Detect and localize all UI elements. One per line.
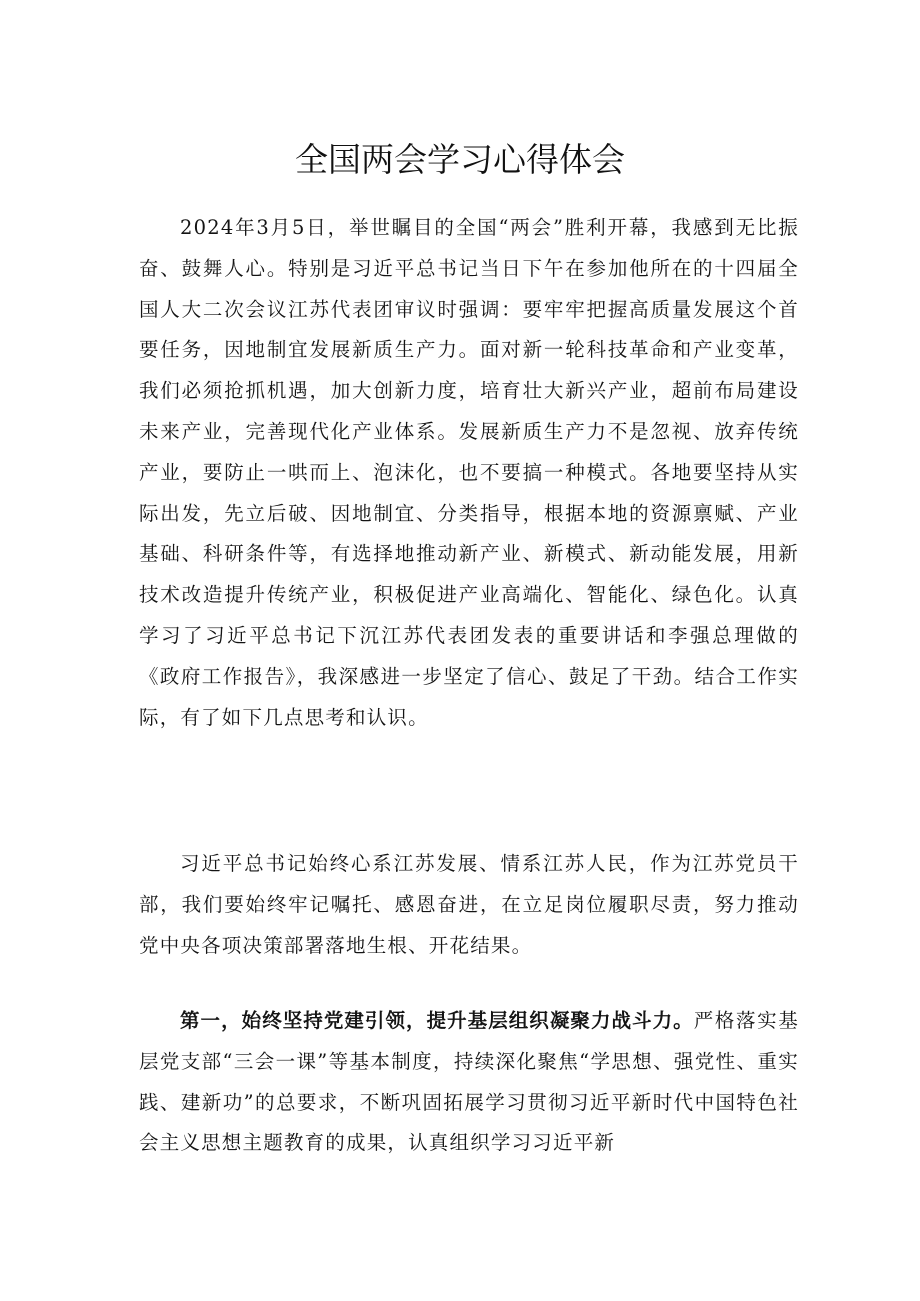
paragraph-point-one-text: 严格落实基层党支部“三会一课”等基本制度，持续深化聚焦“学思想、强党性、重实践、建新功”的总要求，不断巩固拓展学习贯彻习近平新时代中国特色社会主义思想主题教育的成果，认真组织学习习近平新 [139, 1009, 799, 1155]
paragraph-intro [139, 208, 799, 738]
paragraph-point-one [139, 1001, 799, 1164]
paragraph-point-one-heading: 第一，始终坚持党建引领，提升基层组织凝聚力战斗力。 [180, 1009, 694, 1032]
paragraph-intro-text: 2024年3月5日，举世瞩目的全国“两会”胜利开幕，我感到无比振奋、鼓舞人心。特别是习近平总书记当日下午在参加他所在的十四届全国人大二次会议江苏代表团审议时强调：要牢牢把握高质量发展这个首要任务，因地制宜发展新质生产力。面对新一轮科技革命和产业变革，我们必须抢抓机遇，加大创新力度，培育壮大新兴产业，超前布局建设未来产业，完善现代化产业体系。发展新质生产力不是忽视、放弃传统产业，要防止一哄而上、泡沫化，也不要搞一种模式。各地要坚持从实际出发，先立后破、因地制宜、分类指导，根据本地的资源禀赋、产业基础、科研条件等，有选择地推动新产业、新模式、新动能发展，用新技术改造提升传统产业，积极促进产业高端化、智能化、绿色化。认真学习了习近平总书记下沉江苏代表团发表的重要讲话和李强总理做的《政府工作报告》，我深感进一步坚定了信心、鼓足了干劲。结合工作实际，有了如下几点思考和认识。 [139, 216, 799, 729]
document-title: 全国两会学习心得体会 [295, 140, 625, 179]
paragraph-commitment [139, 844, 799, 966]
paragraph-commitment-text: 习近平总书记始终心系江苏发展、情系江苏人民，作为江苏党员干部，我们要始终牢记嘱托、感恩奋进，在立足岗位履职尽责，努力推动党中央各项决策部署落地生根、开花结果。 [139, 852, 799, 957]
